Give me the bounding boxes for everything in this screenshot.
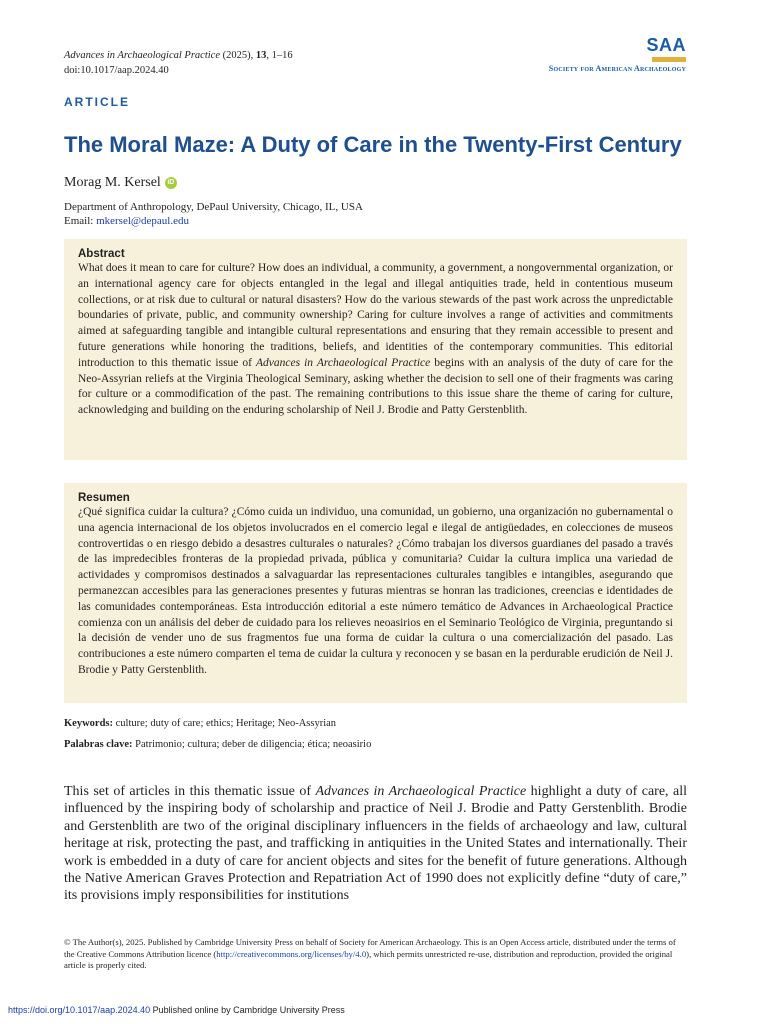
abstract-text [78,261,673,419]
journal-pages: , 1–16 [266,50,293,61]
author-line [64,175,177,191]
department: Department of Anthropology, DePaul University, Chicago, IL, USA [64,201,363,213]
keywords [64,717,336,731]
abstract-journal-name: Advances in Archaeological Practice [256,356,431,369]
body-text-part: highlight a duty of care, all influenced by the inspiring body of scholarship and practice of Neil J. Brodie and Patty Gerstenblith. Brodie and Gerstenblith are two of the original disciplinary influencers in the fields of archaeology and law, cultural heritage at risk, protecting the past, and trafficking in antiquities in the United States and internationally. Their work is embedded in a duty of care for ancient objects and sites for the benefit of future generations. Although the Native American Graves Protection and Repatriation Act of 1990 does not explicitly define “duty of care,” its provisions imply responsibilities for institutions [64,784,687,904]
journal-name: Advances in Archaeological Practice [64,50,220,61]
body-journal-name: Advances in Archaeological Practice [315,784,527,799]
copyright-text-part: © The Author(s), 2025. Published by Cambridge University Press on behalf of Society for American Archaeology. This is an Open Access article, distributed under the terms of the Creative Commons Attribution licence ( [64,937,676,959]
body-paragraph [64,783,687,905]
author-name: Morag M. Kersel [64,175,161,190]
keywords-label: Keywords: [64,718,113,729]
saa-logo-mark: SAA [646,35,686,55]
palabras-clave [64,738,371,752]
journal-citation [64,48,293,78]
saa-logo-bar [652,57,686,62]
email-label: Email: [64,215,97,227]
abstract-heading: Abstract [78,248,125,260]
footer-published: Published online by Cambridge University Press [150,1005,345,1015]
body-text-part: This set of articles in this thematic issue of [64,784,316,799]
orcid-icon[interactable]: iD [165,177,177,189]
saa-logo[interactable] [549,36,686,73]
page-footer [8,1004,345,1016]
article-type-label: ARTICLE [64,95,130,109]
email-link[interactable]: mkersel@depaul.edu [96,215,189,227]
resumen-heading: Resumen [78,492,130,504]
abstract-text-part: begins with an analysis of the duty of care for the Neo-Assyrian reliefs at the Virginia Theological Seminary, asking whether the decision to sell one of their fragments was caring for culture or a commodification of the past. The remaining contributions to this issue share the theme of caring for culture, acknowledging and building on the enduring scholarship of Neil J. Brodie and Patty Gerstenblith. [78,356,673,417]
article-doi: doi:10.1017/aap.2024.40 [64,65,169,76]
resumen-box [64,483,687,703]
resumen-text: ¿Qué significa cuidar la cultura? ¿Cómo cuida un individuo, una comunidad, un gobierno, una organización no gubernamental o una agencia internacional de los objetos involucrados en el comercio legal e ilegal de antigüedades, en colecciones de museos controvertidas o en riesgo debido a desastres culturales o naturales? ¿Cómo trabajan los diversos guardianes del pasado a través de las impredecibles fronteras de la propiedad privada, pública y comunitaria? Cuidar la cultura implica una variedad de actividades y compromisos destinados a salvaguardar las representaciones culturales tangibles e intangibles, asegurando que permanezcan accesibles para las generaciones presentes y futuras mientras se honran las tradiciones, creencias e identidades de las comunidades contemporáneas. Esta introducción editorial a este número temático de Advances in Archaeological Practice comienza con un análisis del deber de cuidado para los relieves neoasirios en el Seminario Teológico de Virginia, preguntando si la decisión de vender uno de sus fragmentos fue una forma de cuidar la cultura o una comercialización del pasado. Las contribuciones a este número comparten el tema de cuidar la cultura y reconocen y se basan en la perdurable erudición de Neil J. Brodie y Patty Gerstenblith. [78,506,673,676]
palabras-clave-label: Palabras clave: [64,739,133,750]
license-link[interactable]: http://creativecommons.org/licenses/by/4.0 [216,948,367,959]
palabras-clave-values: Patrimonio; cultura; deber de diligencia; ética; neoasirio [132,739,372,750]
abstract-text-part: What does it mean to care for culture? How does an individual, a community, a government, a nongovernmental organization, or an international agency care for objects entangled in the legal and illegal antiquities trade, held in contentious museum collections, or at risk due to cultural or natural disasters? How do the various stewards of the past work across the unpredictable boundaries of private, public, and community ownership? Caring for culture involves a range of activities and commitments aimed at safeguarding tangible and intangible cultural representations and ensuring that they remain accessible to present and future generations while honoring the traditions, beliefs, and identities of the contemporary communities. This editorial introduction to this thematic issue of [78,262,673,369]
journal-year: (2025), [220,50,256,61]
abstract-box [64,239,687,460]
copyright-notice [64,937,687,972]
footer-doi-link[interactable]: https://doi.org/10.1017/aap.2024.40 [8,1005,151,1015]
affiliation [64,200,363,228]
article-title: The Moral Maze: A Duty of Care in the Twenty-First Century [64,132,682,157]
saa-logo-name: Society for American Archaeology [548,64,686,73]
keywords-values: culture; duty of care; ethics; Heritage; Neo-Assyrian [113,718,337,729]
copyright-text-part: ), which permits unrestricted re-use, distribution and reproduction, provided the original article is properly cited. [64,948,673,970]
journal-volume: 13 [255,50,267,61]
